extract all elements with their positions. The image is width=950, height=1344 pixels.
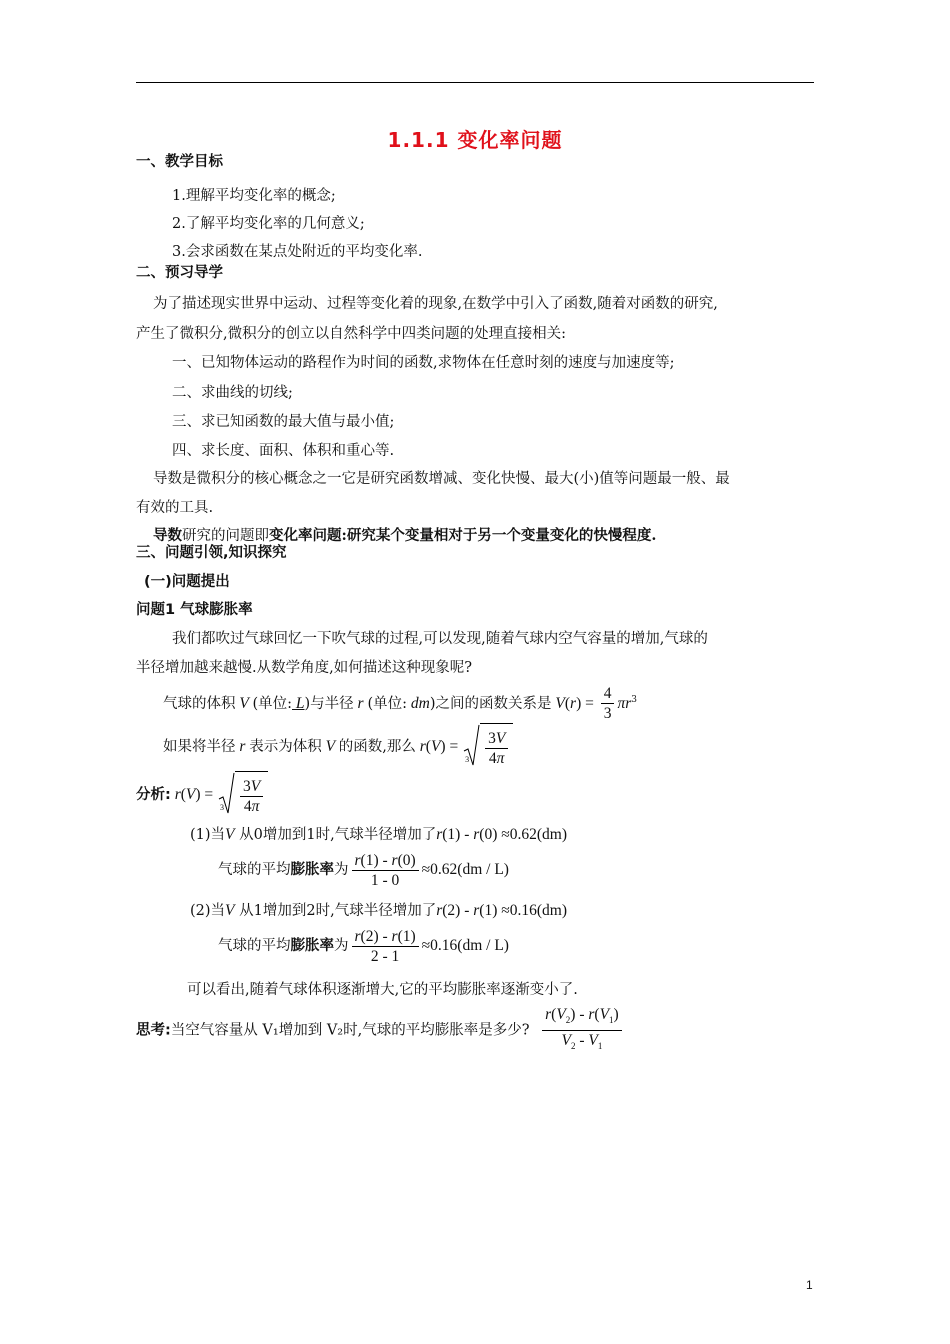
case-1-fraction: $\frac{r(1) - r(0)}{1 - 0}$ [352, 851, 419, 890]
cube-root-analysis: 3 $\frac{3V}{4\pi}$ [217, 771, 268, 819]
page-title: 1.1.1 变化率问题 [387, 128, 563, 152]
section-1-heading: 一、教学目标 [136, 154, 223, 170]
analysis-line: 分析: r(V) = 3 $\frac{3V}{4\pi}$ [136, 771, 268, 819]
case-2-fraction: $\frac{r(2) - r(1)}{2 - 1}$ [352, 927, 419, 966]
section-2-heading: 二、预习导学 [136, 265, 223, 281]
balloon-paragraph-line-1: 我们都吹过气球回忆一下吹气球的过程,可以发现,随着气球内空气容量的增加,气球的 [172, 631, 708, 647]
problem-type-1: 一、已知物体运动的路程作为时间的函数,求物体在任意时刻的速度与加速度等; [172, 355, 675, 371]
question-1-heading: 问题1 气球膨胀率 [136, 602, 253, 618]
cube-root: 3 $\frac{3V}{4\pi}$ [462, 723, 513, 771]
section-3-heading: 三、问题引领,知识探究 [136, 545, 287, 561]
problem-type-4: 四、求长度、面积、体积和重心等. [172, 443, 395, 459]
objective-3: 3.会求函数在某点处附近的平均变化率. [172, 244, 423, 260]
case-2-rate-line: 气球的平均膨胀率为 $\frac{r(2) - r(1)}{2 - 1}$ ≈0.16(dm / L) [218, 927, 509, 965]
case-1-rate-line: 气球的平均膨胀率为 $\frac{r(1) - r(0)}{1 - 0}$ ≈0.62(dm / L) [218, 851, 509, 889]
header-rule [136, 82, 814, 83]
derivative-paragraph-line-2: 有效的工具. [136, 500, 214, 516]
objective-1: 1.理解平均变化率的概念; [172, 188, 336, 204]
page-number: 1 [806, 1278, 813, 1292]
think-line: 思考:当空气容量从 V₁增加到 V₂时,气球的平均膨胀率是多少? $\frac{r(V_2) - r(V_1)}{V_2 - V_1}$ [136, 1005, 625, 1056]
rate-of-change-definition [153, 527, 656, 545]
definition-text: 研究的问题即 [182, 528, 269, 544]
subsection-heading: (一)问题提出 [144, 574, 230, 590]
derivative-paragraph-line-1: 导数是微积分的核心概念之一它是研究函数增减、变化快慢、最大(小)值等问题最一般、最 [153, 471, 730, 487]
problem-type-2: 二、求曲线的切线; [172, 385, 293, 401]
bold-derivative: 导数 [153, 527, 182, 544]
four-thirds-fraction: $\frac{4}{3}$ [601, 684, 615, 723]
case-2-line: (2)当V 从1增加到2时,气球半径增加了r(2) - r(1) ≈0.16(dm) [190, 902, 568, 919]
objective-2: 2.了解平均变化率的几何意义; [172, 216, 365, 232]
case-1-line: (1)当V 从0增加到1时,气球半径增加了r(1) - r(0) ≈0.62(dm) [190, 826, 568, 843]
conclusion: 可以看出,随着气球体积逐渐增大,它的平均膨胀率逐渐变小了. [187, 982, 578, 998]
intro-paragraph-line-1: 为了描述现实世界中运动、过程等变化着的现象,在数学中引入了函数,随着对函数的研究, [153, 296, 718, 312]
volume-formula-line: 气球的体积 V (单位: L)与半径 r (单位: dm)之间的函数关系是 V(r) = $\frac{4}{3}$ $\pi r^3$ [163, 685, 638, 723]
problem-type-3: 三、求已知函数的最大值与最小值; [172, 414, 395, 430]
intro-paragraph-line-2: 产生了微积分,微积分的创立以自然科学中四类问题的处理直接相关: [136, 326, 566, 342]
think-fraction: $\frac{r(V_2) - r(V_1)}{V_2 - V_1}$ [542, 1005, 622, 1056]
balloon-paragraph-line-2: 半径增加越来越慢.从数学角度,如何描述这种现象呢? [136, 660, 472, 676]
inverse-formula-line: 如果将半径 r 表示为体积 V 的函数,那么 r(V) = 3 $\frac{3V}{4\pi}$ [163, 723, 513, 771]
bold-rate-problem: 变化率问题:研究某个变量相对于另一个变量变化的快慢程度. [269, 527, 657, 544]
